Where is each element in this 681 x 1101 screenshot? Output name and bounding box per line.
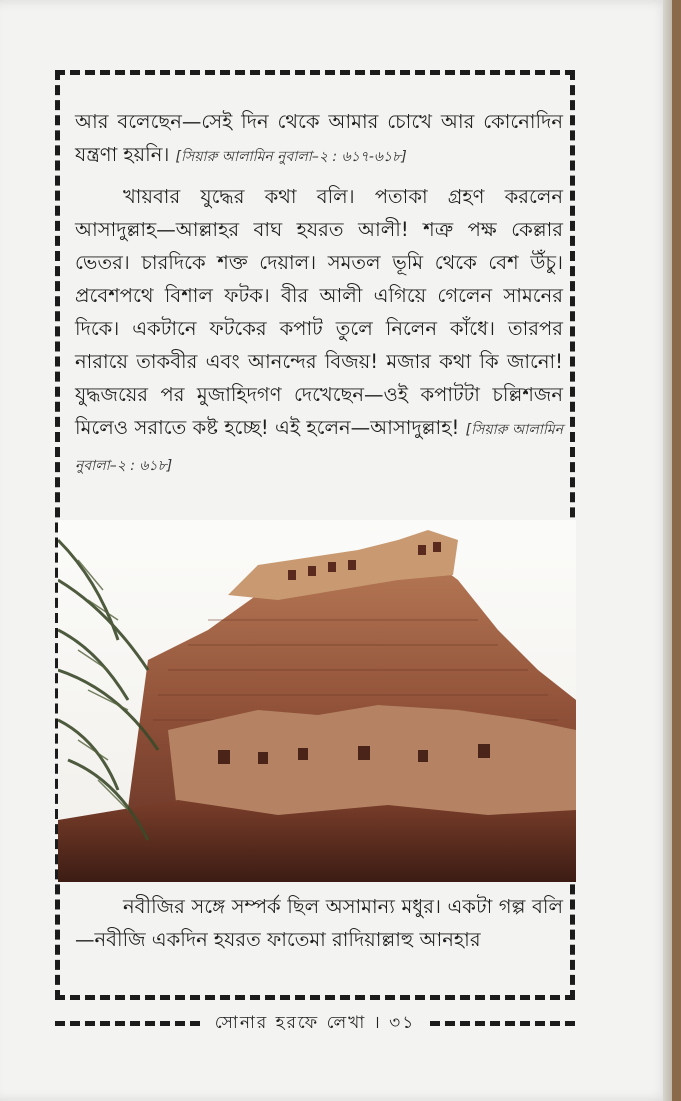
page-footer xyxy=(55,1010,575,1038)
paragraph-1 xyxy=(75,105,563,174)
fortress-illustration xyxy=(58,520,576,882)
page-edge xyxy=(663,0,672,1101)
paragraph-3-text: নবীজির সঙ্গে সম্পর্ক ছিল অসামান্য মধুর। একটা গল্প বলি—নবীজি একদিন হযরত ফাতেমা রাদিয়াল্লাহু আনহার xyxy=(75,895,563,951)
paragraph-2 xyxy=(75,180,563,483)
footer-text: সোনার হরফে লেখা । ৩১ xyxy=(203,1013,427,1033)
paragraph-3 xyxy=(75,890,563,956)
fortress-photo xyxy=(58,520,576,882)
paragraph-1-text: আর বলেছেন—সেই দিন থেকে আমার চোখে আর কোনোদিন যন্ত্রণা হয়নি। xyxy=(75,110,563,166)
citation-1: [সিয়ারু আলামিন নুবালা–২ : ৬১৭-৬১৮] xyxy=(175,149,407,165)
citation-2: [সিয়ারু আলামিন নুবালা–২ : ৬১৮] xyxy=(75,422,564,474)
paragraph-2-text: খায়বার যুদ্ধের কথা বলি। পতাকা গ্রহণ করলেন আসাদুল্লাহ—আল্লাহর বাঘ হযরত আলী! শত্রু পক্ষ কেল্লার ভেতর। চারদিকে শক্ত দেয়াল। সমতল ভূমি থেকে বেশ উঁচু। প্রবেশপথে বিশাল ফটক। বীর আলী এগিয়ে গেলেন সামনের দিকে। একটানে ফটকের কপাট তুলে নিলেন কাঁধে। তারপর নারায়ে তাকবীর এবং আনন্দের বিজয়! মজার কথা কি জানো! যুদ্ধজয়ের পর মুজাহিদগণ দেখেছেন—ওই কপাটটা চল্লিশজন মিলেও সরাতে কষ্ট হচ্ছে! এই হলেন—আসাদুল্লাহ! xyxy=(75,185,563,439)
